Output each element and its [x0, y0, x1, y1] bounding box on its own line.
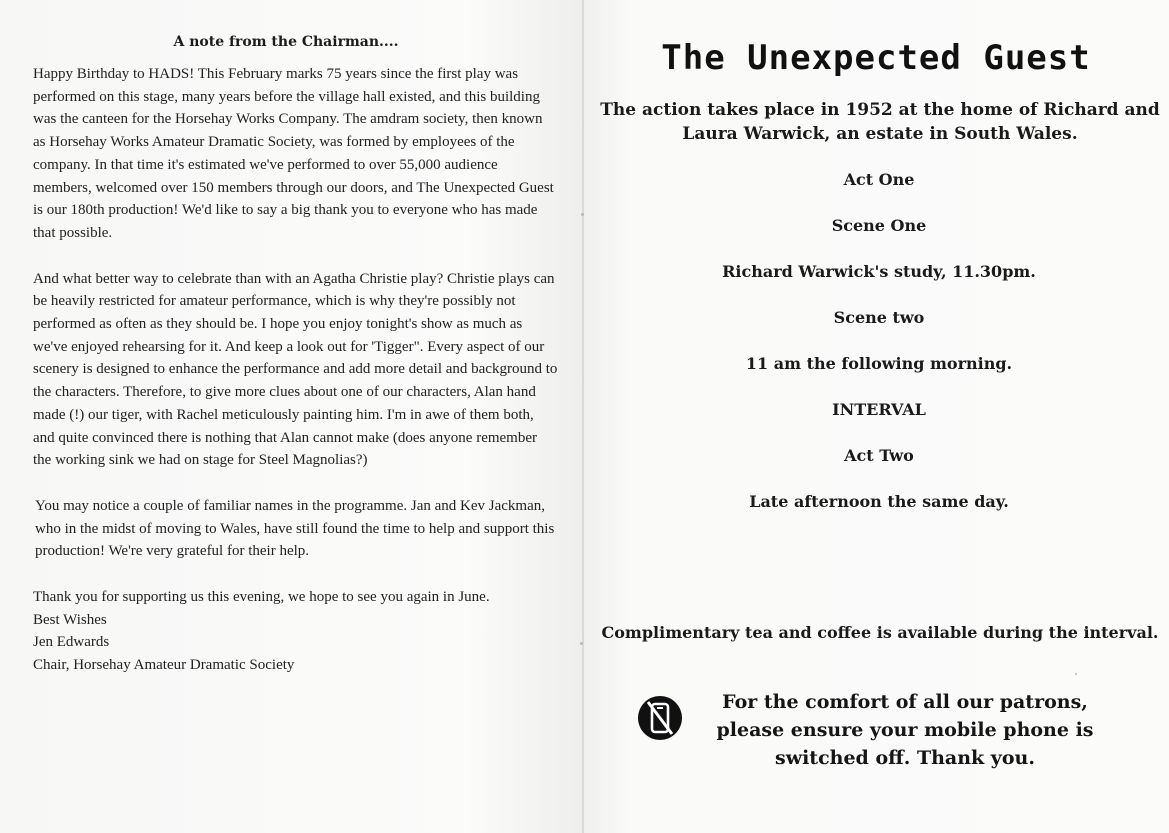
schedule-interval: INTERVAL — [832, 400, 926, 419]
paper-speck — [1075, 673, 1077, 675]
schedule-scene-one-location: Richard Warwick's study, 11.30pm. — [722, 262, 1036, 281]
phone-notice-row — [636, 688, 1136, 778]
schedule-act-two-time: Late afternoon the same day. — [749, 492, 1009, 511]
signer-name: Jen Edwards — [33, 634, 110, 651]
schedule-act-two: Act Two — [844, 446, 914, 465]
letter-paragraph-2: And what better way to celebrate than with an Agatha Christie play? Christie plays can be heavily restricted for amateur performance, which is why they're possibly not performed as often as they should be. I hope you enjoy tonight's show as much as we've enjoyed rehearsing for it. And keep a look out for 'Tigger". Every aspect of our scenery is designed to enhance the performance and add more detail and background to the characters. Therefore, to give more clues about one of our characters, Alan hand made (!) our tiger, with Rachel meticulously painting him. I'm in awe of them both, and quite convinced there is nothing that Alan cannot make (does anyone remember the working sink we had on stage for Steel Magnolias?) — [33, 270, 558, 469]
letter-signoff — [33, 586, 558, 677]
schedule-scene-one: Scene One — [831, 216, 927, 235]
letter-sign-off: Best Wishes — [33, 611, 107, 628]
signer-title: Chair, Horsehay Amateur Dramatic Society — [33, 657, 295, 674]
scene-schedule — [583, 167, 1169, 535]
letter-paragraph-3: You may notice a couple of familiar names in the programme. Jan and Kev Jackman, who in the midst of moving to Wales, have still found the time to help and support this production! We're very grateful for their help. — [35, 497, 555, 560]
paper-speck — [580, 642, 583, 645]
letter-paragraph-1: Happy Birthday to HADS! This February marks 75 years since the first play was performed on this stage, many years before the village hall existed, and this building was the canteen for the Horsehay Works Company. The amdram society, then known as Horsehay Works Amateur Dramatic Society, was formed by employees of the company. In that time it's estimated we've performed to over 55,000 audience members, welcomed over 150 members through our doors, and The Unexpected Guest is our 180th production! We'd like to say a big thank you to everyone who has made that possible. — [33, 66, 554, 241]
play-setting: The action takes place in 1952 at the home of Richard and Laura Warwick, an estate in South Wales. — [600, 100, 1160, 144]
phone-notice-text: For the comfort of all our patrons, please ensure your mobile phone is switched off. Thank you. — [716, 691, 1094, 769]
letter-closing: Thank you for supporting us this evening, we hope to see you again in June. — [33, 589, 490, 606]
chairman-note-heading: A note from the Chairman.... — [173, 34, 399, 50]
schedule-act-one: Act One — [843, 170, 915, 189]
play-title: The Unexpected Guest — [661, 38, 1091, 78]
schedule-scene-two: Scene two — [833, 308, 925, 327]
refreshments-notice: Complimentary tea and coffee is available during the interval. — [601, 623, 1159, 642]
paper-speck — [581, 213, 584, 216]
schedule-scene-two-time: 11 am the following morning. — [745, 354, 1013, 373]
no-mobile-phone-icon — [636, 694, 684, 742]
chairman-letter — [33, 63, 558, 677]
